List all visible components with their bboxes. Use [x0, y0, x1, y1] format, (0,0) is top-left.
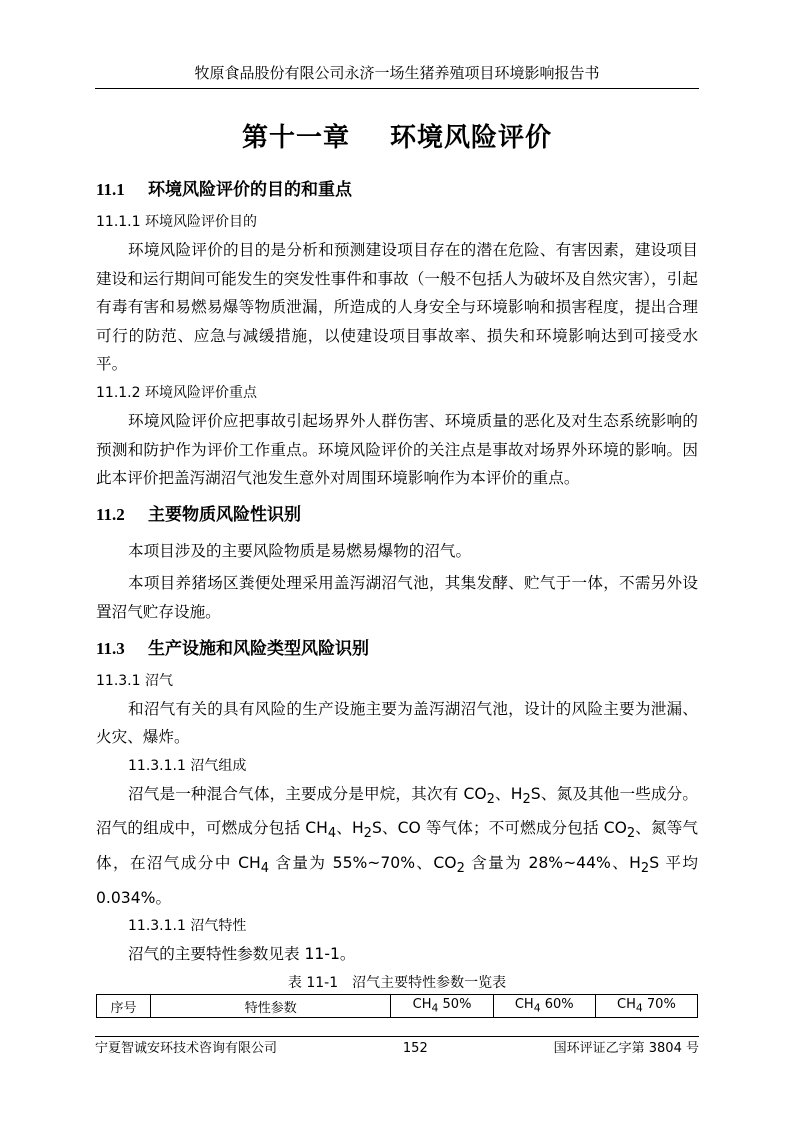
- table-header-row: [97, 995, 698, 1018]
- footer-certificate: 国环评证乙字第 3804 号: [553, 1041, 699, 1056]
- page-footer: [95, 1036, 699, 1061]
- paragraph: 环境风险评价的目的是分析和预测建设项目存在的潜在危险、有害因素，建设项目建设和运行期间可能发生的突发性事件和事故（一般不包括人为破坏及自然灾害），引起有毒有害和易燃易爆等物质泄漏，所造成的人身安全与环境影响和损害程度，提出合理可行的防范、应急与减缓措施，以使建设项目事故率、损失和环境影响达到可接受水平。: [96, 241, 698, 374]
- section-11-2-heading: 11.2 主要物质风险性识别: [96, 504, 301, 525]
- section-11-1-1-heading: 11.1.1 环境风险评价目的: [96, 214, 257, 230]
- section-11-1-2-heading: 11.1.2 环境风险评价重点: [96, 384, 257, 401]
- gas-composition-paragraph: 沼气是一种混合气体，主要成分是甲烷，其次有 $CO_2$、$H_2S$、氮及其他一些成分。沼气的组成中，可燃成分包括 $CH_4$、$H_2S$、CO 等气体；不可燃成分包括 $CO_2$、氮等气体，在沼气成分中 $CH_4$ 含量为 55%~70%、$CO_2$ 含量为 28%~44%、$H_2S$ 平均 0.034%。: [96, 784, 699, 907]
- page-number: 152: [402, 1041, 428, 1056]
- chapter-title: [0, 117, 794, 154]
- section-gas-properties-heading: 11.3.1.1 沼气特性: [128, 918, 247, 935]
- col-header-ch4-50: $CH_4$ 50%: [391, 995, 493, 1018]
- section-11-3-1-heading: 11.3.1 沼气: [96, 672, 173, 689]
- section-11-3-heading: 11.3 生产设施和风险类型风险识别: [96, 638, 369, 659]
- chapter-number: 第十一章: [241, 123, 350, 153]
- section-11-1-heading: 11.1 环境风险评价的目的和重点: [96, 180, 352, 200]
- paragraph: 本项目涉及的主要风险物质是易燃易爆物的沼气。: [128, 541, 472, 560]
- header-title: 牧原食品股份有限公司永济一场生猪养殖项目环境影响报告书: [194, 64, 600, 82]
- page-header: [95, 60, 699, 89]
- paragraph: 沼气的主要特性参数见表 11-1。: [128, 945, 356, 964]
- gas-parameters-table: [96, 994, 698, 1018]
- col-header-no: 序号: [97, 995, 151, 1018]
- col-header-ch4-60: $CH_4$ 60%: [493, 995, 595, 1018]
- chapter-name: 环境风险评价: [390, 123, 553, 153]
- footer-company: 宁夏智诚安环技术咨询有限公司: [95, 1041, 278, 1056]
- section-11-3-1-1-heading: 11.3.1.1 沼气组成: [128, 757, 247, 774]
- col-header-param: 特性参数: [151, 995, 391, 1018]
- table-caption: 表 11-1 沼气主要特性参数一览表: [287, 975, 507, 992]
- paragraph: 环境风险评价应把事故引起场界外人群伤害、环境质量的恶化及对生态系统影响的预测和防护作为评价工作重点。环境风险评价的关注点是事故对场界外环境的影响。因此本评价把盖泻湖沼气池发生意外对周围环境影响作为本评价的重点。: [96, 411, 698, 488]
- col-header-ch4-70: $CH_4$ 70%: [595, 995, 697, 1018]
- paragraph: 和沼气有关的具有风险的生产设施主要为盖泻湖沼气池，设计的风险主要为泄漏、火灾、爆炸。: [96, 699, 698, 747]
- paragraph: 本项目养猪场区粪便处理采用盖泻湖沼气池，其集发酵、贮气于一体，不需另外设置沼气贮存设施。: [96, 574, 698, 621]
- document-body: [96, 178, 698, 1018]
